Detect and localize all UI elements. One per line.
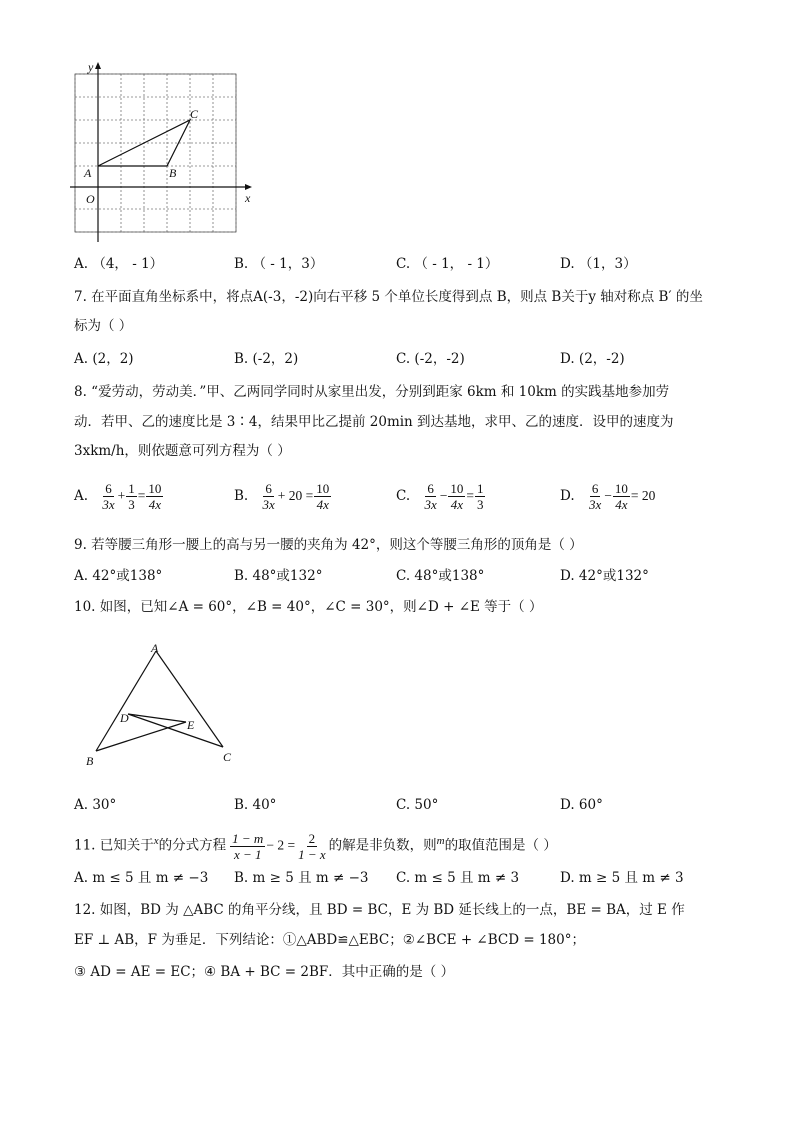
option-letter: D. [560,488,575,504]
q10-option-d[interactable]: D. 60° [560,797,603,813]
fraction: $\frac{10}{4x}$ [450,481,464,512]
q8-option-b[interactable]: B. $\frac{6}{3x}$ + 20 = $\frac{10}{4x}$ [234,481,330,512]
q11-stem: 11. 已知关于$^x$的分式方程 $\frac{1 - m}{x - 1}$ − 2 = $\frac{2}{1 - x}$ 的解是非负数，则$^m$的取值范围是（ ） [74,830,557,862]
q7-stem-line-1: 7. 在平面直角坐标系中，将点A(-3，-2)向右平移 5 个单位长度得到点 B，则点 B关于y 轴对称点 B′ 的坐 [74,289,703,305]
fraction: $\frac{1}{3}$ [128,481,135,512]
label-b: B [86,754,94,768]
fraction: $\frac{10}{4x}$ [148,481,162,512]
q12-stem-line-3: ③ AD = AE = EC；④ BA + BC = 2BF．其中正确的是（ ） [74,964,455,980]
fraction: $\frac{6}{3x}$ [262,481,275,512]
label-b: B [169,166,177,180]
q9-stem: 9. 若等腰三角形一腰上的高与另一腰的夹角为 42°，则这个等腰三角形的顶角是（ ） [74,537,583,553]
q6-option-d[interactable]: D. （1，3） [560,256,637,272]
q9-option-b[interactable]: B. 48°或132° [234,568,323,584]
q6-option-b[interactable]: B. （ - 1，3） [234,256,324,272]
grid-lines [75,74,236,232]
q10-option-b[interactable]: B. 40° [234,797,277,813]
q12-stem-line-1: 12. 如图，BD 为 △ABC 的角平分线，且 BD = BC，E 为 BD 延长线上的一点，BE = BA，过 E 作 [74,902,685,918]
fraction: $\frac{6}{3x}$ [102,481,115,512]
q11-option-b[interactable]: B. m ≥ 5 且 m ≠ −3 [234,870,369,886]
fraction: $\frac{6}{3x}$ [588,481,602,512]
fraction: $\frac{2}{1 - x}$ [298,830,326,862]
label-d: D [120,711,129,725]
label-c: C [190,107,199,121]
label-x: x [245,191,251,205]
fraction: $\frac{10}{4x}$ [316,481,330,512]
option-letter: B. [234,488,249,504]
label-c: C [223,750,232,764]
q9-option-c[interactable]: C. 48°或138° [396,568,485,584]
q8-stem-line-1: 8. “爱劳动，劳动美．”甲、乙两同学同时从家里出发，分别到距家 6km 和 10km 的实践基地参加劳 [74,384,670,400]
fraction: $\frac{1 - m}{x - 1}$ [232,830,264,862]
q7-option-b[interactable]: B. (-2，2) [234,351,299,367]
option-letter: A. [74,488,89,504]
y-axis-arrow [95,62,101,69]
grid-border [75,74,236,232]
label-o: O [86,192,95,206]
q11-option-c[interactable]: C. m ≤ 5 且 m ≠ 3 [396,870,520,886]
label-a: A [151,641,159,655]
q11-option-d[interactable]: D. m ≥ 5 且 m ≠ 3 [560,870,684,886]
x-axis-arrow [245,184,252,190]
q8-stem-line-2: 动．若甲、乙的速度比是 3∶4，结果甲比乙提前 20min 到达基地，求甲、乙的速度．设甲的速度为 [74,414,674,430]
fraction: $\frac{1}{3}$ [476,481,484,512]
q10-stem: 10. 如图，已知∠A = 60°，∠B = 40°，∠C = 30°，则∠D + ∠E 等于（ ） [74,599,543,615]
q9-option-a[interactable]: A. 42°或138° [74,568,163,584]
label-e: E [187,718,195,732]
q8-option-a[interactable]: A. $\frac{6}{3x}$ + $\frac{1}{3}$ = $\frac{10}{4x}$ [74,481,162,512]
option-letter: C. [396,488,411,504]
q9-option-d[interactable]: D. 42°或132° [560,568,649,584]
q8-option-d[interactable]: D. $\frac{6}{3x}$ − $\frac{10}{4x}$ = 20 [560,481,656,512]
q11-option-a[interactable]: A. m ≤ 5 且 m ≠ −3 [74,870,209,886]
q6-coordinate-grid [66,58,262,248]
label-a: A [84,166,92,180]
q10-triangle-figure [80,637,250,772]
q7-option-d[interactable]: D. (2，-2) [560,351,625,367]
q12-stem-line-2: EF ⊥ AB，F 为垂足．下列结论：①△ABD≌△EBC；②∠BCE + ∠BCD = 180°； [74,932,585,948]
label-y: y [88,60,94,74]
q10-option-a[interactable]: A. 30° [74,797,117,813]
q7-stem-line-2: 标为（ ） [74,318,133,334]
q8-stem-line-3: 3xkm/h，则依题意可列方程为（ ） [74,443,291,459]
fraction: $\frac{10}{4x}$ [614,481,628,512]
fraction: $\frac{6}{3x}$ [424,481,437,512]
q6-option-a[interactable]: A. （4， - 1） [74,256,164,272]
q7-option-c[interactable]: C. (-2，-2) [396,351,465,367]
q6-option-c[interactable]: C. （ - 1， - 1） [396,256,499,272]
q10-option-c[interactable]: C. 50° [396,797,439,813]
q7-option-a[interactable]: A. (2，2) [74,351,134,367]
q8-option-c[interactable]: C. $\frac{6}{3x}$ − $\frac{10}{4x}$ = $\frac{1}{3}$ [396,481,484,512]
